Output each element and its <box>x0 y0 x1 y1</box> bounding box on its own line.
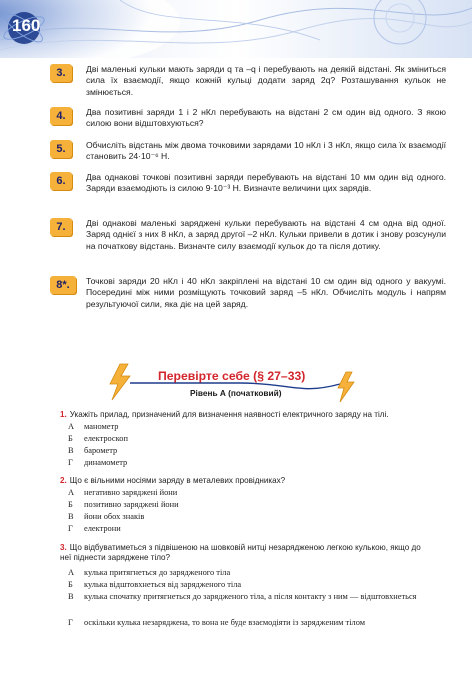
option-text: позитивно заряджені йони <box>84 500 179 509</box>
question-item <box>60 476 440 486</box>
option-text: електроскоп <box>84 434 128 443</box>
lightning-icon <box>338 372 354 402</box>
question-number: 3. <box>60 543 67 552</box>
check-yourself-decoration <box>100 360 372 406</box>
question-text: Що відбуватиметься з підвішеною на шовковій нитці незарядженою легкою кулькою, якщо до неї піднести заряджене тіло? <box>60 543 421 563</box>
option-letter: А <box>68 488 75 497</box>
option-letter: Г <box>68 618 73 627</box>
option-text: оскільки кулька незаряджена, то вона не буде взаємодіяти із зарядженим тілом <box>84 618 366 627</box>
task-number-badge: 7. <box>50 218 72 236</box>
question-text: Укажіть прилад, призначений для визначення наявності електричного заряду на тілі. <box>69 410 389 419</box>
task-text: Дві однакові маленькі заряджені кульки перебувають на відстані 4 см одна від одної. Заряд однієї з них 8 нКл, а заряд другої –2 нКл. Кульки привели в дотик і знову розсунули на початкову відстань. Визначте силу взаємодії кульок до та після дотику. <box>86 218 446 251</box>
page-header-band <box>0 0 472 58</box>
option-letter: Б <box>68 434 73 443</box>
option-letter: А <box>68 422 75 431</box>
task-text: Точкові заряди 20 нКл і 40 нКл закріплені на відстані 10 см один від одного у вакуумі. Посередині між ними розміщують точковий заряд –5 нКл. Обчисліть модуль і напрям результуючої сили, яка діє на цей заряд. <box>86 276 446 309</box>
task-number-badge: 8*. <box>50 276 76 294</box>
option-text: кулька відштовхнеться від зарядженого тіла <box>84 580 242 589</box>
option-text: йони обох знаків <box>84 512 145 521</box>
question-number: 1. <box>60 410 67 419</box>
option-text: електрони <box>84 524 121 533</box>
option-letter: В <box>68 446 74 455</box>
option-text: кулька притягнеться до зарядженого тіла <box>84 568 231 577</box>
option-letter: В <box>68 592 74 601</box>
level-title: Рівень А (початковий) <box>190 388 282 398</box>
task-text: Дві маленькі кульки мають заряди q та –q і перебувають на деякій відстані. Як зміниться сила їх взаємодії, якщо кожній кульці додати заряд 2q? Розташування кульок не змінюється. <box>86 64 446 97</box>
option-text: барометр <box>84 446 118 455</box>
question-number: 2. <box>60 476 67 485</box>
option-letter: Б <box>68 500 73 509</box>
option-letter: Б <box>68 580 73 589</box>
task-text: Два однакові точкові позитивні заряди перебувають на відстані 10 мм один від одного. Заряди взаємодіють із силою 9·10⁻³ Н. Визначте величини цих зарядів. <box>86 172 446 194</box>
option-letter: А <box>68 568 75 577</box>
task-text: Обчисліть відстань між двома точковими зарядами 10 нКл і 3 нКл, якщо сила їх взаємодії становить 24·10⁻⁶ Н. <box>86 140 446 162</box>
task-number-badge: 6. <box>50 172 72 190</box>
option-text: негативно заряджені йони <box>84 488 178 497</box>
option-letter: В <box>68 512 74 521</box>
check-yourself-title: Перевірте себе (§ 27–33) <box>158 369 306 383</box>
question-text: Що є вільними носіями заряду в металевих провідниках? <box>69 476 286 485</box>
header-decoration <box>0 0 472 58</box>
task-number-badge: 5. <box>50 140 72 158</box>
question-item <box>60 410 440 420</box>
lightning-icon <box>110 364 130 400</box>
question-item <box>60 543 432 564</box>
task-text: Два позитивні заряди 1 і 2 нКл перебувають на відстані 2 см один від одного. З якою силою вони відштовхуються? <box>86 107 446 129</box>
option-text: кулька спочатку притягнеться до зарядженого тіла, а після контакту з ним — відштовхнеться <box>84 592 417 601</box>
option-text: динамометр <box>84 458 128 467</box>
option-letter: Г <box>68 458 73 467</box>
task-number-badge: 4. <box>50 107 72 125</box>
option-letter: Г <box>68 524 73 533</box>
page-number: 160 <box>12 16 41 35</box>
task-number-badge: 3. <box>50 64 72 82</box>
option-text: манометр <box>84 422 119 431</box>
